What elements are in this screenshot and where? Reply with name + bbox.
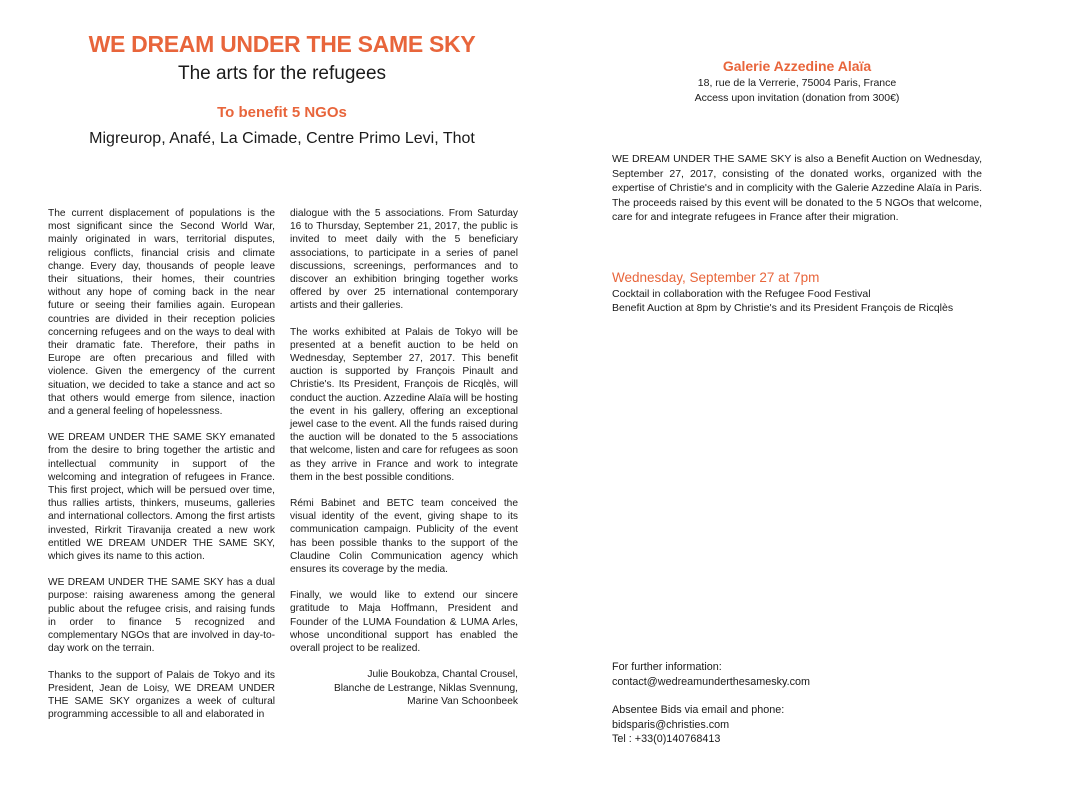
auction-description: WE DREAM UNDER THE SAME SKY is also a Benefit Auction on Wednesday, September 27, 2017, consisting of the donated works, organized with the expertise of Christie's and in complicity with the Galerie Azzedine Alaïa in Paris. The proceeds raised by this event will be donated to the 5 NGOs that welcome, care for and integrate refugees in France after their migration. [612,153,982,224]
event-cocktail: Cocktail in collaboration with the Refugee Food Festival [612,288,871,300]
paragraph: WE DREAM UNDER THE SAME SKY has a dual purpose: raising awareness among the general public about the refugee crisis, and raising funds in order to finance 5 recognized and complementary NGOs that are involved in day-to-day work on the terrain. [48,577,275,655]
bids-label: Absentee Bids via email and phone: [612,704,785,717]
venue-access: Access upon invitation (donation from 300€) [694,92,900,104]
venue-address: 18, rue de la Verrerie, 75004 Paris, France [697,77,897,89]
signature-line: Blanche de Lestrange, Niklas Svennung, [333,682,518,694]
event-block [612,269,982,316]
ngo-list: Migreurop, Anafé, La Cimade, Centre Primo Levi, Thot [89,130,475,147]
info-email-link[interactable]: contact@wedreamunderthesamesky.com [612,675,810,688]
event-auction: Benefit Auction at 8pm by Christie's and its President François de Ricqlès [612,302,954,315]
subtitle: The arts for the refugees [177,63,387,84]
venue-name: Galerie Azzedine Alaïa [722,58,872,74]
paragraph: The works exhibited at Palais de Tokyo will be presented at a benefit auction to be held on Wednesday, September 27, 2017. This benefit auction is supported by François Pinault and Christie's. Its President, François de Ricqlès, will conduct the auction. Azzedine Alaïa will be hosting the event in his gallery, offering an exceptional jewel case to the event. All the funds raised during the auction will be donated to the 5 associations that welcome, listen and care for refugees as soon as they arrive in France and work to integrate them in the best possible conditions. [290,326,518,483]
contact-block [612,660,982,747]
event-date: Wednesday, September 27 at 7pm [612,270,820,285]
info-label: For further information: [612,661,722,673]
venue-block [612,56,982,106]
left-header [48,30,516,150]
paragraph: The current displacement of populations is the most significant since the Second World War, mainly originated in wars, territorial disputes, religious conflicts, financial crisis and climate change. Every day, thousands of people leave their situations, their homes, their countries without any hope of coming back in the near future or seeing their families again. European countries are divided in their reception policies concerning refugees and on the ways to deal with their dramatic fate. Therefore, their paths in Europe are often precarious and filled with violence. Given the emergency of the current situation, we decided to take a stance and act so that others would emerge from silence, inaction and a general feeling of hopelessness. [48,208,275,418]
bids-email-link[interactable]: bidsparis@christies.com [612,718,730,731]
signature-line: Marine Van Schoonbeek [407,695,518,707]
main-title: WE DREAM UNDER THE SAME SKY [88,31,476,57]
benefit-title: To benefit 5 NGOs [217,104,347,121]
paragraph: dialogue with the 5 associations. From Saturday 16 to Thursday, September 21, 2017, the public is invited to meet daily with the 5 beneficiary associations, to participate in a series of panel discussions, screenings, performances and to discover an exhibition bringing together works offered by over 25 international contemporary artists and their galleries. [290,208,518,312]
paragraph: Finally, we would like to extend our sincere gratitude to Maja Hoffmann, President and Founder of the LUMA Foundation & LUMA Arles, whose unconditional support has enabled the overall project to be realized. [290,590,518,655]
phone-number: Tel : +33(0)140768413 [612,733,721,746]
signature-line: Julie Boukobza, Chantal Crousel, [367,669,518,681]
paragraph: Rémi Babinet and BETC team conceived the visual identity of the event, giving shape to its communication campaign. Publicity of the event has been possible thanks to the support of the Claudine Colin Communication agency which ensures its coverage by the media. [290,498,518,576]
paragraph: Thanks to the support of Palais de Tokyo and its President, Jean de Loisy, WE DREAM UNDER THE SAME SKY organizes a week of cultural programming accessible to all and elaborated in [48,669,275,721]
body-column-1 [48,207,275,734]
body-column-2 [290,207,518,708]
signature [290,668,518,708]
paragraph: WE DREAM UNDER THE SAME SKY emanated from the desire to bring together the artistic and intellectual community in support of the welcoming and integration of refugees in France. This first project, which will be persued over time, thus rallies artists, thinkers, museums, galleries and international collectors. Among the first artists invested, Rirkrit Tiravanija created a new work entitled WE DREAM UNDER THE SAME SKY, which gives its name to this action. [48,432,275,563]
